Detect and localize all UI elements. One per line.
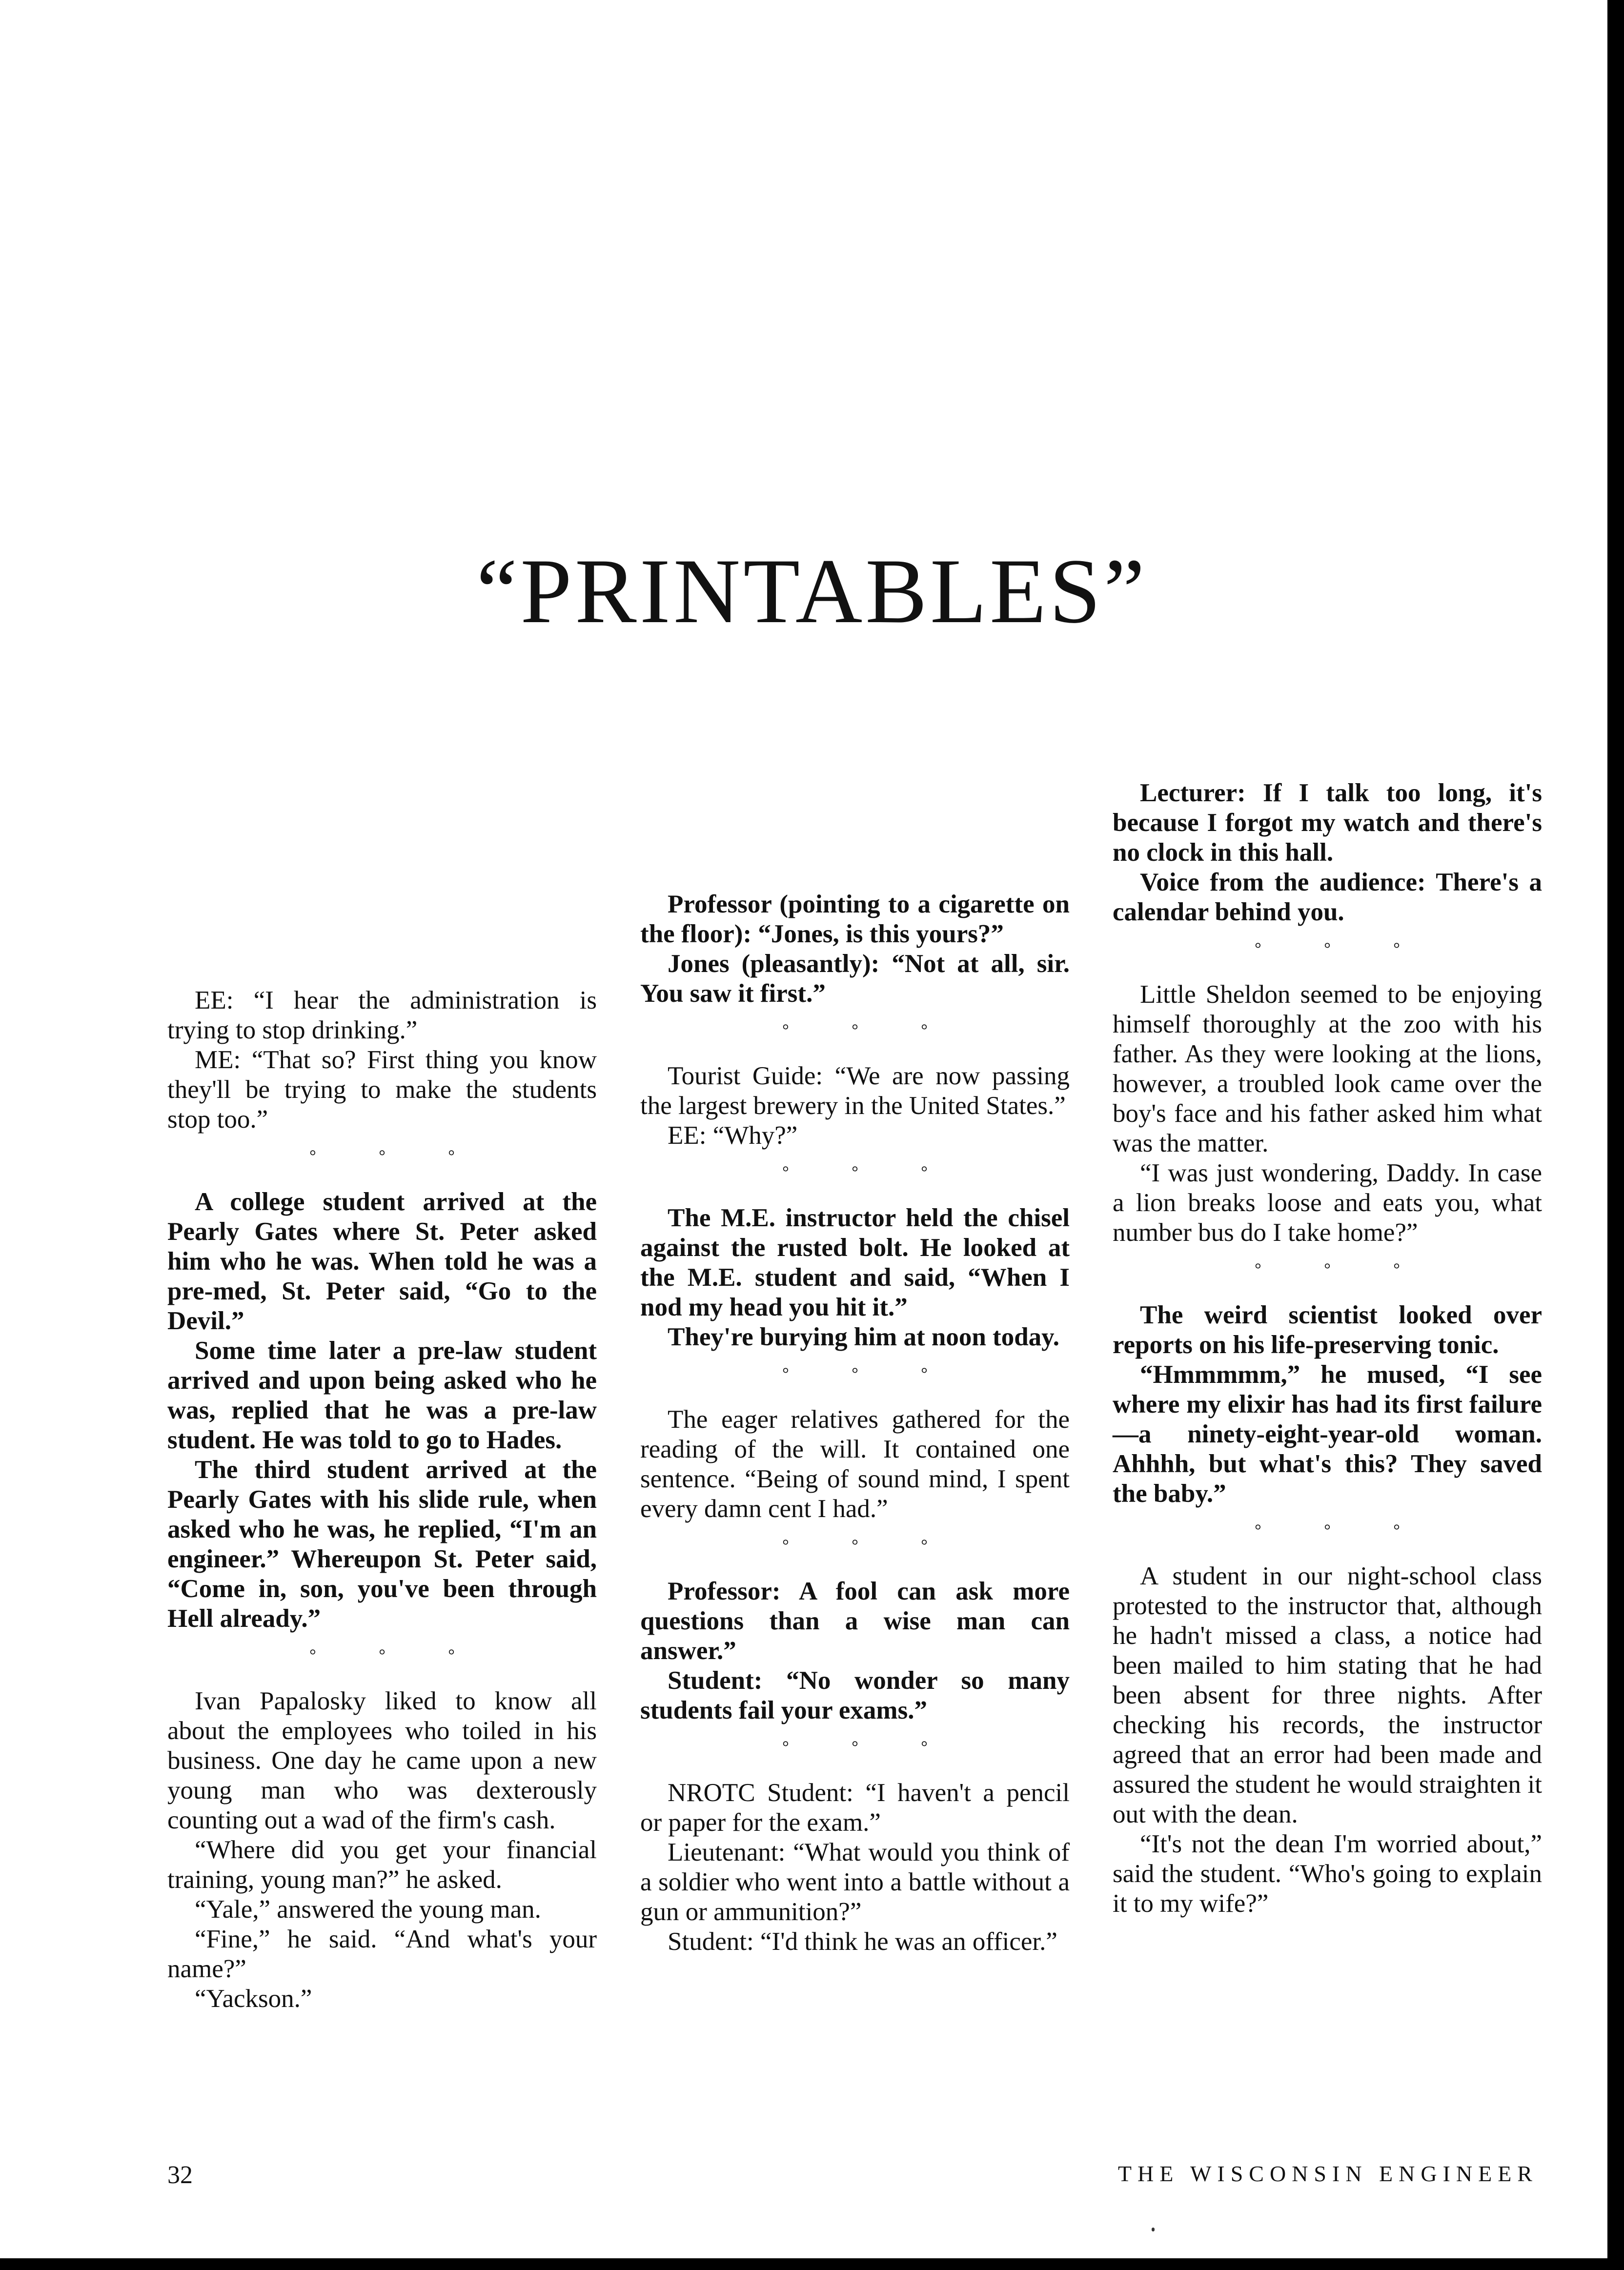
joke-paragraph: “Hmmmmm,” he mused, “I see where my elixir has had its first failure—a ninety-eight-year-old woman. Ahhhh, but what's this? They saved the baby.” xyxy=(1113,1360,1542,1508)
joke-paragraph: Tourist Guide: “We are now passing the largest brewery in the United States.” xyxy=(640,1062,1070,1120)
joke-block xyxy=(640,1778,1070,1957)
joke-paragraph: Student: “I'd think he was an officer.” xyxy=(668,1927,1057,1956)
joke-paragraph: “Yale,” answered the young man. xyxy=(195,1895,541,1924)
joke-separator: ° ° ° xyxy=(782,1163,957,1181)
joke-separator: ° ° ° xyxy=(309,1147,484,1165)
joke-block xyxy=(640,1577,1070,1725)
joke-paragraph: Lieutenant: “What would you think of a soldier who went into a battle without a gun or ammunition?” xyxy=(640,1838,1070,1926)
page-number: 32 xyxy=(167,2161,193,2189)
joke-separator: ° ° ° xyxy=(782,1537,957,1555)
joke-block xyxy=(1113,1561,1542,1919)
joke-separator: ° ° ° xyxy=(1255,940,1429,958)
scan-speck xyxy=(1152,2228,1155,2231)
joke-paragraph: NROTC Student: “I haven't a pencil or paper for the exam.” xyxy=(640,1779,1070,1837)
joke-paragraph: They're burying him at noon today. xyxy=(668,1323,1059,1351)
column-right xyxy=(1113,778,1542,1919)
joke-paragraph: “I was just wondering, Daddy. In case a lion breaks loose and eats you, what number bus do I take home?” xyxy=(1113,1159,1542,1247)
joke-paragraph: The third student arrived at the Pearly Gates with his slide rule, when asked who he was, he replied, “I'm an engineer.” Whereupon St. Peter said, “Come in, son, you've been through Hell already.” xyxy=(167,1456,597,1633)
joke-block xyxy=(1113,778,1542,927)
joke-block xyxy=(1113,980,1542,1248)
joke-separator: ° ° ° xyxy=(782,1365,957,1383)
joke-separator: ° ° ° xyxy=(309,1646,484,1664)
joke-paragraph: The M.E. instructor held the chisel against the rusted bolt. He looked at the M.E. student and said, “When I nod my head you hit it.” xyxy=(640,1204,1070,1321)
joke-block xyxy=(640,1405,1070,1524)
column-left xyxy=(167,986,597,2014)
joke-separator: ° ° ° xyxy=(782,1738,957,1756)
joke-paragraph: Ivan Papalosky liked to know all about the employees who toiled in his business. One day he came upon a new young man who was dexterously counting out a wad of the firm's cash. xyxy=(167,1687,597,1834)
joke-paragraph: The weird scientist looked over reports on his life-preserving tonic. xyxy=(1113,1301,1542,1359)
joke-paragraph: Lecturer: If I talk too long, it's because I forgot my watch and there's no clock in this hall. xyxy=(1113,779,1542,867)
joke-separator: ° ° ° xyxy=(1255,1260,1429,1278)
joke-separator: ° ° ° xyxy=(782,1021,957,1039)
joke-block xyxy=(640,1061,1070,1151)
joke-block xyxy=(640,1203,1070,1352)
joke-paragraph: Professor (pointing to a cigarette on the floor): “Jones, is this yours?” xyxy=(640,890,1070,948)
joke-paragraph: “It's not the dean I'm worried about,” said the student. “Who's going to explain it to my wife?” xyxy=(1113,1830,1542,1918)
magazine-name: THE WISCONSIN ENGINEER xyxy=(1117,2161,1538,2186)
joke-paragraph: A college student arrived at the Pearly Gates where St. Peter asked him who he was. When told he was a pre-med, St. Peter said, “Go to the Devil.” xyxy=(167,1188,597,1335)
joke-block xyxy=(167,986,597,1135)
joke-paragraph: A student in our night-school class protested to the instructor that, although he hadn't missed a class, a notice had been mailed to him stating that he had been absent for three nights. After checking his records, the instructor agreed that an error had been made and assured the student he would straighten it out with the dean. xyxy=(1113,1562,1542,1828)
joke-paragraph: ME: “That so? First thing you know they'll be trying to make the students stop too.” xyxy=(167,1046,597,1134)
joke-paragraph: Some time later a pre-law student arrived and upon being asked who he was, replied that he was a pre-law student. He was told to go to Hades. xyxy=(167,1337,597,1454)
joke-block xyxy=(640,890,1070,1009)
joke-block xyxy=(1113,1300,1542,1509)
scan-edge-right xyxy=(1607,0,1624,2270)
joke-paragraph: “Where did you get your financial training, young man?” he asked. xyxy=(167,1836,597,1894)
scan-edge-bottom xyxy=(0,2258,1624,2270)
joke-paragraph: Voice from the audience: There's a calendar behind you. xyxy=(1113,868,1542,926)
joke-paragraph: “Fine,” he said. “And what's your name?” xyxy=(167,1925,597,1983)
joke-paragraph: EE: “I hear the administration is trying to stop drinking.” xyxy=(167,986,597,1044)
joke-paragraph: “Yackson.” xyxy=(195,1985,312,2013)
joke-separator: ° ° ° xyxy=(1255,1521,1429,1540)
joke-paragraph: Little Sheldon seemed to be enjoying himself thoroughly at the zoo with his father. As they were looking at the lions, however, a troubled look came over the boy's face and his father asked him what was the matter. xyxy=(1113,980,1542,1157)
joke-paragraph: The eager relatives gathered for the reading of the will. It contained one sentence. “Being of sound mind, I spent every damn cent I had.” xyxy=(640,1405,1070,1523)
joke-paragraph: Jones (pleasantly): “Not at all, sir. You saw it first.” xyxy=(640,950,1070,1008)
page-title: “PRINTABLES” xyxy=(476,540,1148,643)
joke-block xyxy=(167,1686,597,2014)
joke-paragraph: EE: “Why?” xyxy=(668,1121,798,1150)
joke-block xyxy=(167,1187,597,1634)
joke-paragraph: Student: “No wonder so many students fail your exams.” xyxy=(640,1666,1070,1724)
joke-paragraph: Professor: A fool can ask more questions than a wise man can answer.” xyxy=(640,1577,1070,1665)
column-middle xyxy=(640,890,1070,1957)
